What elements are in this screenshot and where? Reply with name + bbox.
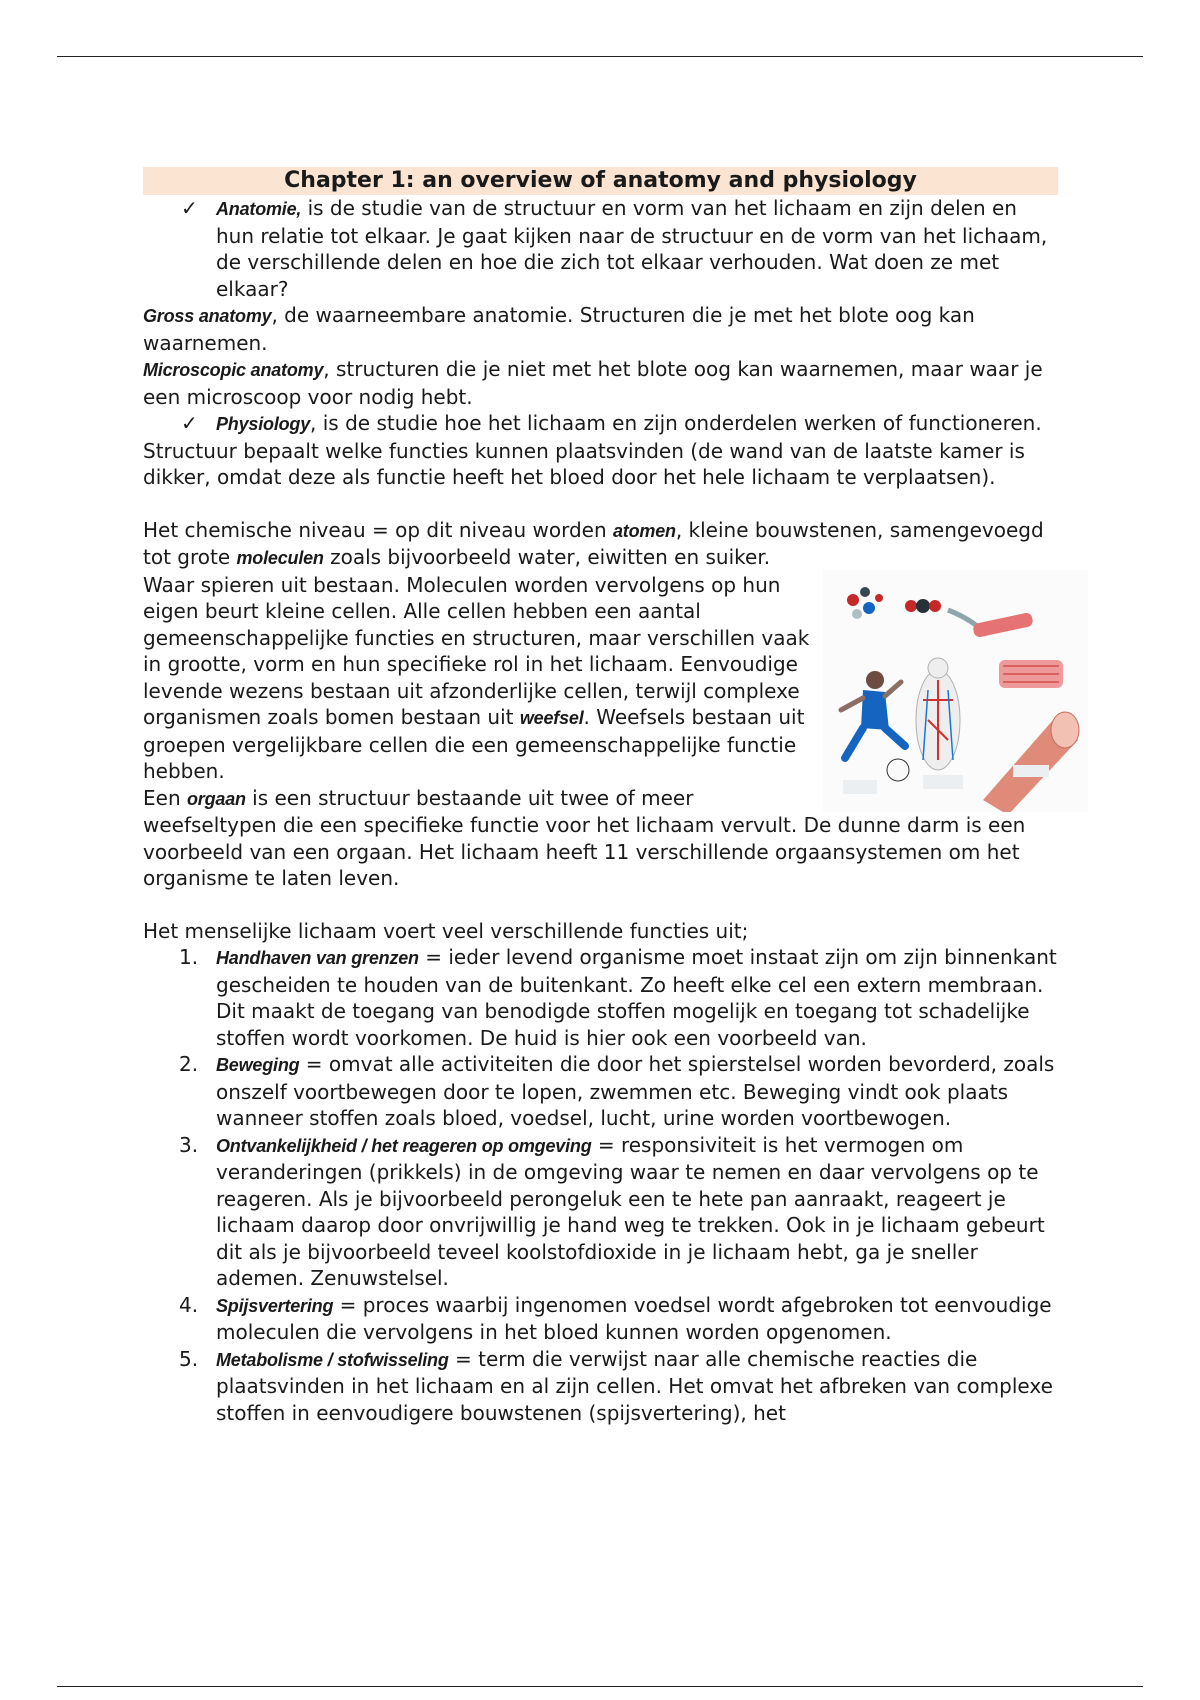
function-item: 4. Spijsvertering = proces waarbij ingenomen voedsel wordt afgebroken tot eenvoudige moleculen die vervolgens in het bloed kunnen worden opgenomen. — [179, 1292, 1052, 1344]
levels-of-organization-figure — [823, 570, 1088, 812]
function-item: 1. Handhaven van grenzen = ieder levend organisme moet instaat zijn om zijn binnenkant gescheiden te houden van de buitenkant. Zo heeft elke cel een extern membraan. Dit maakt de toegang van benodigde stoffen mogelijk en toegang tot schadelijke stoffen wordt voorkomen. De huid is hier ook een voorbeeld van. — [179, 945, 1057, 1050]
organ-paragraph: Een orgaan is een structuur bestaande uit twee of meer weefseltypen die een specifieke functie voor het lichaam vervult. De dunne darm is een voorbeeld van een orgaan. Het lichaam heeft 11 verschillende orgaansystemen om het organisme te laten leven. — [143, 785, 1026, 890]
footer-rule — [57, 1686, 1143, 1687]
spacer — [143, 491, 1058, 517]
structure-note: Structuur bepaalt welke functies kunnen plaatsvinden (de wand van de laatste kamer is dikker, omdat deze als functie heeft het bloed door het hele lichaam te verplaatsen). — [143, 438, 1025, 489]
anatomy-definition: ✓ Anatomie, is de studie van de structuur en vorm van het lichaam en zijn delen en hun relatie tot elkaar. Je gaat kijken naar de structuur en de vorm van het lichaam, de verschillende delen en hoe die zich tot elkaar verhouden. Wat doen ze met elkaar? — [181, 196, 1048, 301]
document-body — [143, 167, 1058, 1426]
list-number: 5. — [179, 1346, 199, 1371]
physiology-term: Physiology — [216, 414, 311, 434]
function-item: 3. Ontvankelijkheid / het reageren op omgeving = responsiviteit is het vermogen om veranderingen (prikkels) in de omgeving waar te nemen en daar vervolgens op te reageren. Als je bijvoorbeeld perongeluk een te hete pan aanraakt, reageert je lichaam daarop door onvrijwillig je hand weg te trekken. Ook in je lichaam gebeurt dit als je bijvoorbeeld teveel koolstofdioxide in je lichaam hebt, ga je sneller ademen. Zenuwstelsel. — [179, 1132, 1045, 1290]
physiology-definition: ✓ Physiology, is de studie hoe het lichaam en zijn onderdelen werken of functioneren. — [181, 411, 1042, 435]
header-rule — [57, 56, 1143, 57]
checkmark-icon: ✓ — [181, 411, 198, 435]
list-number: 2. — [179, 1052, 199, 1076]
checkmark-icon: ✓ — [181, 196, 198, 220]
levels-of-organization-illustration — [823, 570, 1088, 812]
function-item: 5. Metabolisme / stofwisseling = term die verwijst naar alle chemische reacties die plaatsvinden in het lichaam en al zijn cellen. Het omvat het afbreken van complexe stoffen in eenvoudigere bouwstenen (spijsvertering), het — [179, 1346, 1053, 1425]
list-number: 1. — [179, 945, 199, 969]
gross-anatomy-definition: Gross anatomy, de waarneembare anatomie. Structuren die je met het blote oog kan waarnemen. — [143, 303, 975, 355]
levels-paragraph: Het chemische niveau = op dit niveau worden atomen, kleine bouwstenen, samengevoegd tot grote moleculen zoals bijvoorbeeld water, eiwitten en suiker. Waar spieren uit bestaan. Moleculen worden vervolgens op hun eigen beurt kleine cellen. Alle cellen hebben een aantal gemeenschappelijke functies en structuren, maar verschillen vaak in grootte, vorm en hun specifieke rol in het lichaam. Eenvoudige levende wezens bestaan uit afzonderlijke cellen, terwijl complexe organismen zoals bomen bestaan uit weefsel. Weefsels bestaan uit groepen vergelijkbare cellen die een gemeenschappelijke functie hebben. — [143, 517, 1058, 785]
microscopic-anatomy-definition: Microscopic anatomy, structuren die je niet met het blote oog kan waarnemen, maar waar je een microscoop voor nodig hebt. — [143, 357, 1043, 409]
list-number: 4. — [179, 1292, 199, 1317]
function-item: 2. Beweging = omvat alle activiteiten die door het spierstelsel worden bevorderd, zoals onszelf voortbewegen door te lopen, zwemmen etc. Beweging vindt ook plaats wanneer stoffen zoals bloed, voedsel, lucht, urine worden voortbewogen. — [179, 1052, 1055, 1130]
spacer — [143, 892, 1058, 918]
page-title: Chapter 1: an overview of anatomy and physiology — [143, 167, 1058, 195]
list-number: 3. — [179, 1132, 199, 1157]
functions-intro: Het menselijke lichaam voert veel verschillende functies uit; — [143, 918, 749, 943]
anatomy-term: Anatomie, — [216, 199, 302, 219]
